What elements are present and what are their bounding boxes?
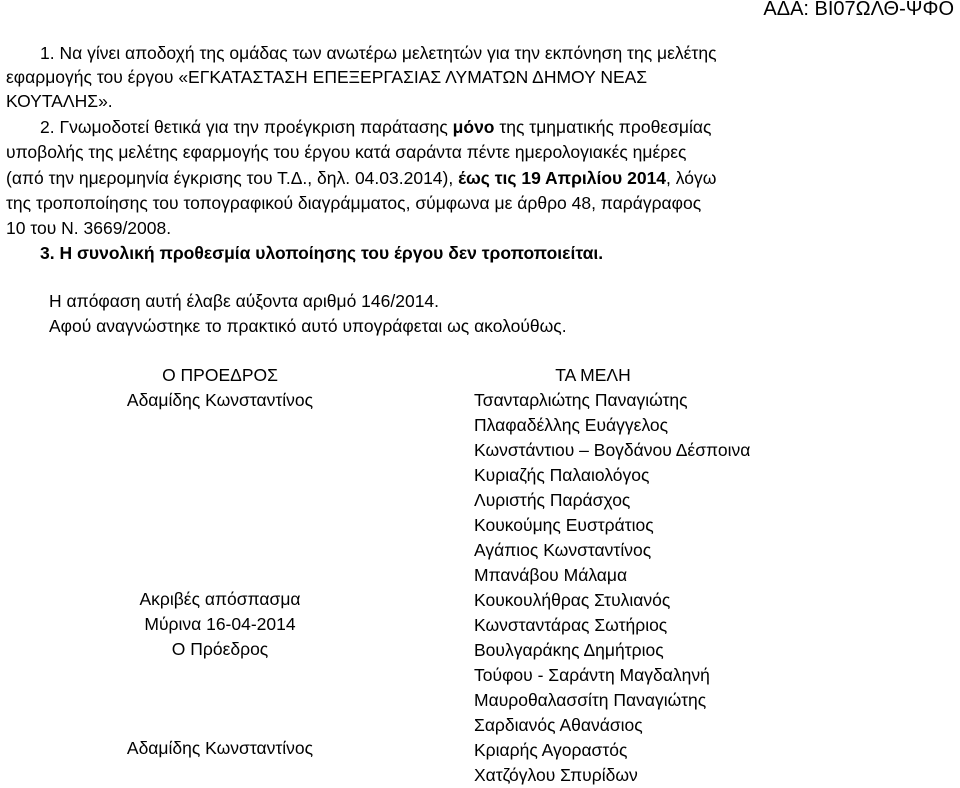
member-name: Μπανάβου Μάλαμα [474, 565, 628, 585]
members-list [474, 388, 750, 788]
member-name: Αγάπιος Κωνσταντίνος [474, 540, 652, 560]
member-name: Βουλγαράκης Δημήτριος [474, 640, 664, 660]
item2-line5: 10 του Ν. 3669/2008. [6, 218, 172, 238]
item2-deadline: έως τις 19 Απριλίου 2014 [458, 168, 667, 188]
extract-block [60, 587, 380, 662]
item2-line1-c: της τμηματικής προθεσμίας [494, 117, 712, 137]
member-name: Χατζόγλου Σπυρίδων [474, 765, 638, 785]
member-name: Τσανταρλιώτης Παναγιώτης [474, 390, 688, 410]
ada-code: ΑΔΑ: ΒΙ07ΩΛΘ-ΨΦΟ [763, 0, 954, 20]
decision-signed: Αφού αναγνώστηκε το πρακτικό αυτό υπογράφεται ως ακολούθως. [49, 316, 567, 336]
member-name: Κυριαζής Παλαιολόγος [474, 465, 650, 485]
item2-line4: της τροποποίησης του τοπογραφικού διαγράμματος, σύμφωνα με άρθρο 48, παράγραφος [6, 193, 702, 213]
member-name: Κωνσταντάρας Σωτήριος [474, 615, 668, 635]
decision-number: Η απόφαση αυτή έλαβε αύξοντα αριθμό 146/2014. [49, 291, 440, 311]
member-name: Πλαφαδέλλης Ευάγγελος [474, 415, 669, 435]
extract-role: Ο Πρόεδρος [171, 639, 269, 659]
extract-signatory [60, 736, 380, 761]
item2-line3-end: , λόγω [666, 168, 717, 188]
item1-line2: εφαρμογής του έργου «ΕΓΚΑΤΑΣΤΑΣΗ ΕΠΕΞΕΡΓΑΣΙΑΣ ΛΥΜΑΤΩΝ ΔΗΜΟΥ ΝΕΑΣ [6, 67, 648, 87]
president-title: Ο ΠΡΟΕΔΡΟΣ [162, 365, 278, 385]
item3-text: 3. Η συνολική προθεσμία υλοποίησης του έργου δεν τροποποιείται. [40, 243, 604, 263]
item2-emphasis: μόνο [452, 117, 495, 137]
extract-date: Μύρινα 16-04-2014 [144, 614, 296, 634]
member-name: Κωνστάντιου – Βογδάνου Δέσποινα [474, 440, 751, 460]
member-name: Λυριστής Παράσχος [474, 490, 631, 510]
item1-line3: ΚΟΥΤΑΛΗΣ». [6, 91, 113, 111]
item2-line3-a: (από την ημερομηνία έγκρισης του Τ.Δ., δηλ. 04.03.2014), [6, 168, 459, 188]
president-name: Αδαμίδης Κωνσταντίνος [126, 390, 314, 410]
president-block [60, 363, 380, 413]
member-name: Κουκούμης Ευστράτιος [474, 515, 654, 535]
member-name: Κουκουλήθρας Στυλιανός [474, 590, 671, 610]
item2-line1-a: 2. Γνωμοδοτεί θετικά για την προέγκριση παράτασης [40, 117, 453, 137]
members-title: ΤΑ ΜΕΛΗ [555, 365, 631, 385]
member-name: Σαρδιανός Αθανάσιος [474, 715, 643, 735]
item2-line1 [40, 115, 711, 139]
extract-label: Ακριβές απόσπασμα [139, 589, 301, 609]
item2-line2: υποβολής της μελέτης εφαρμογής του έργου κατά σαράντα πέντε ημερολογιακές ημέρες [6, 142, 687, 162]
item2-line3 [6, 166, 716, 190]
item1-line1: 1. Να γίνει αποδοχή της ομάδας των ανωτέρω μελετητών για την εκπόνηση της μελέτης [40, 43, 717, 63]
member-name: Κριαρής Αγοραστός [474, 740, 628, 760]
member-name: Τούφου - Σαράντη Μαγδαληνή [474, 665, 710, 685]
extract-name: Αδαμίδης Κωνσταντίνος [126, 738, 314, 758]
member-name: Μαυροθαλασσίτη Παναγιώτης [474, 690, 707, 710]
